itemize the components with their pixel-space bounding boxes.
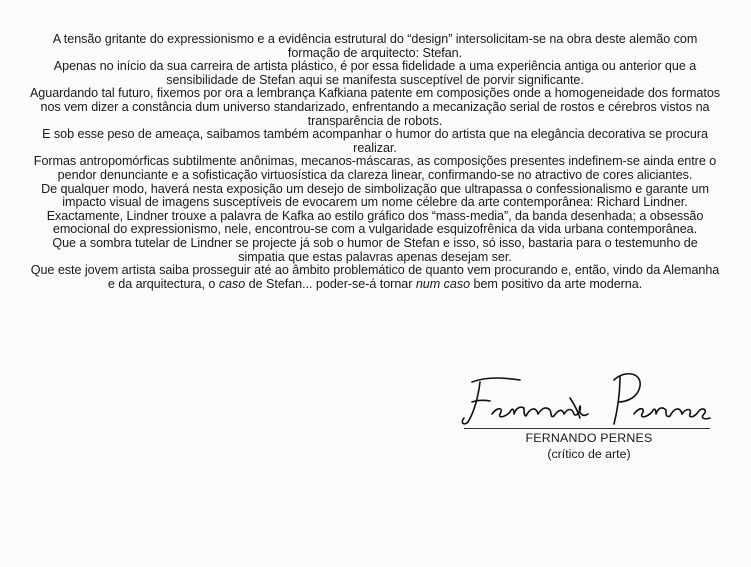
paragraph-9-italic-caso: caso bbox=[218, 276, 246, 291]
paragraph-5: Formas antropomórficas subtilmente anônimas, mecanos-máscaras, as composições presentes indefinem-se ainda entre o pendor denunciante e a sofisticação virtuosística da clareza linear, confirmando-se no atractivo de cores aliciantes. bbox=[33, 154, 717, 182]
paragraph-7: Exactamente, Lindner trouxe a palavra de Kafka ao estilo gráfico dos “mass-media”, da banda desenhada; a obsessão emocional do expressionismo, nele, encontrou-se com a vulgaridade esquizofrênica da vida urbana contemporânea. bbox=[46, 208, 704, 237]
author-role: (crítico de arte) bbox=[547, 447, 631, 461]
signature-line bbox=[464, 428, 710, 429]
paragraph-2: Apenas no início da sua carreira de artista plástico, é por essa fidelidade a uma experiência antiga ou anterior que a sensibilidade de Stefan aqui se manifesta susceptível de porvir significante. bbox=[53, 59, 697, 87]
paragraph-9 bbox=[28, 264, 722, 291]
paragraph-9-italic-num-caso: num caso bbox=[415, 276, 471, 291]
paragraph-1: A tensão gritante do expressionismo e a evidência estrutural do “design” intersolicitam-se na obra deste alemão com formação de arquitecto: Stefan. bbox=[52, 32, 698, 60]
author-name: FERNANDO PERNES bbox=[525, 431, 653, 445]
paragraph-6: De qualquer modo, haverá nesta exposição um desejo de simbolização que ultrapassa o confessionalismo e garante um impacto visual de imagens susceptíveis de evocarem um nome célebre da arte contemporânea: Richard Lindner. bbox=[41, 181, 709, 210]
handwritten-signature bbox=[458, 368, 718, 430]
paragraph-8: Que a sombra tutelar de Lindner se projecte já sob o humor de Stefan e isso, só isso, bastaria para o testemunho de simpatia que estas palavras apenas desejam ser. bbox=[52, 235, 698, 264]
paragraph-3: Aguardando tal futuro, fixemos por ora a lembrança Kafkiana patente em composições onde a homogeneidade dos formatos nos vem dizer a constância dum universo standarizado, enfrentando a mecanização serial de rostos e cérebros vistos na transparência de robots. bbox=[29, 86, 721, 128]
paragraph-9-part2: de Stefan... poder-se-á tornar bbox=[245, 276, 416, 291]
paragraph-4: E sob esse peso de ameaça, saibamos também acompanhar o humor do artista que na elegância decorativa se procura realizar. bbox=[42, 127, 708, 155]
paragraph-9-part3: bem positivo da arte moderna. bbox=[470, 276, 643, 291]
critique-text bbox=[28, 33, 722, 291]
paragraph-9-part1: Que este jovem artista saiba prosseguir até ao âmbito problemático de quanto vem procurando e, então, vindo da Alemanha e da arquitectura, o bbox=[30, 263, 720, 291]
